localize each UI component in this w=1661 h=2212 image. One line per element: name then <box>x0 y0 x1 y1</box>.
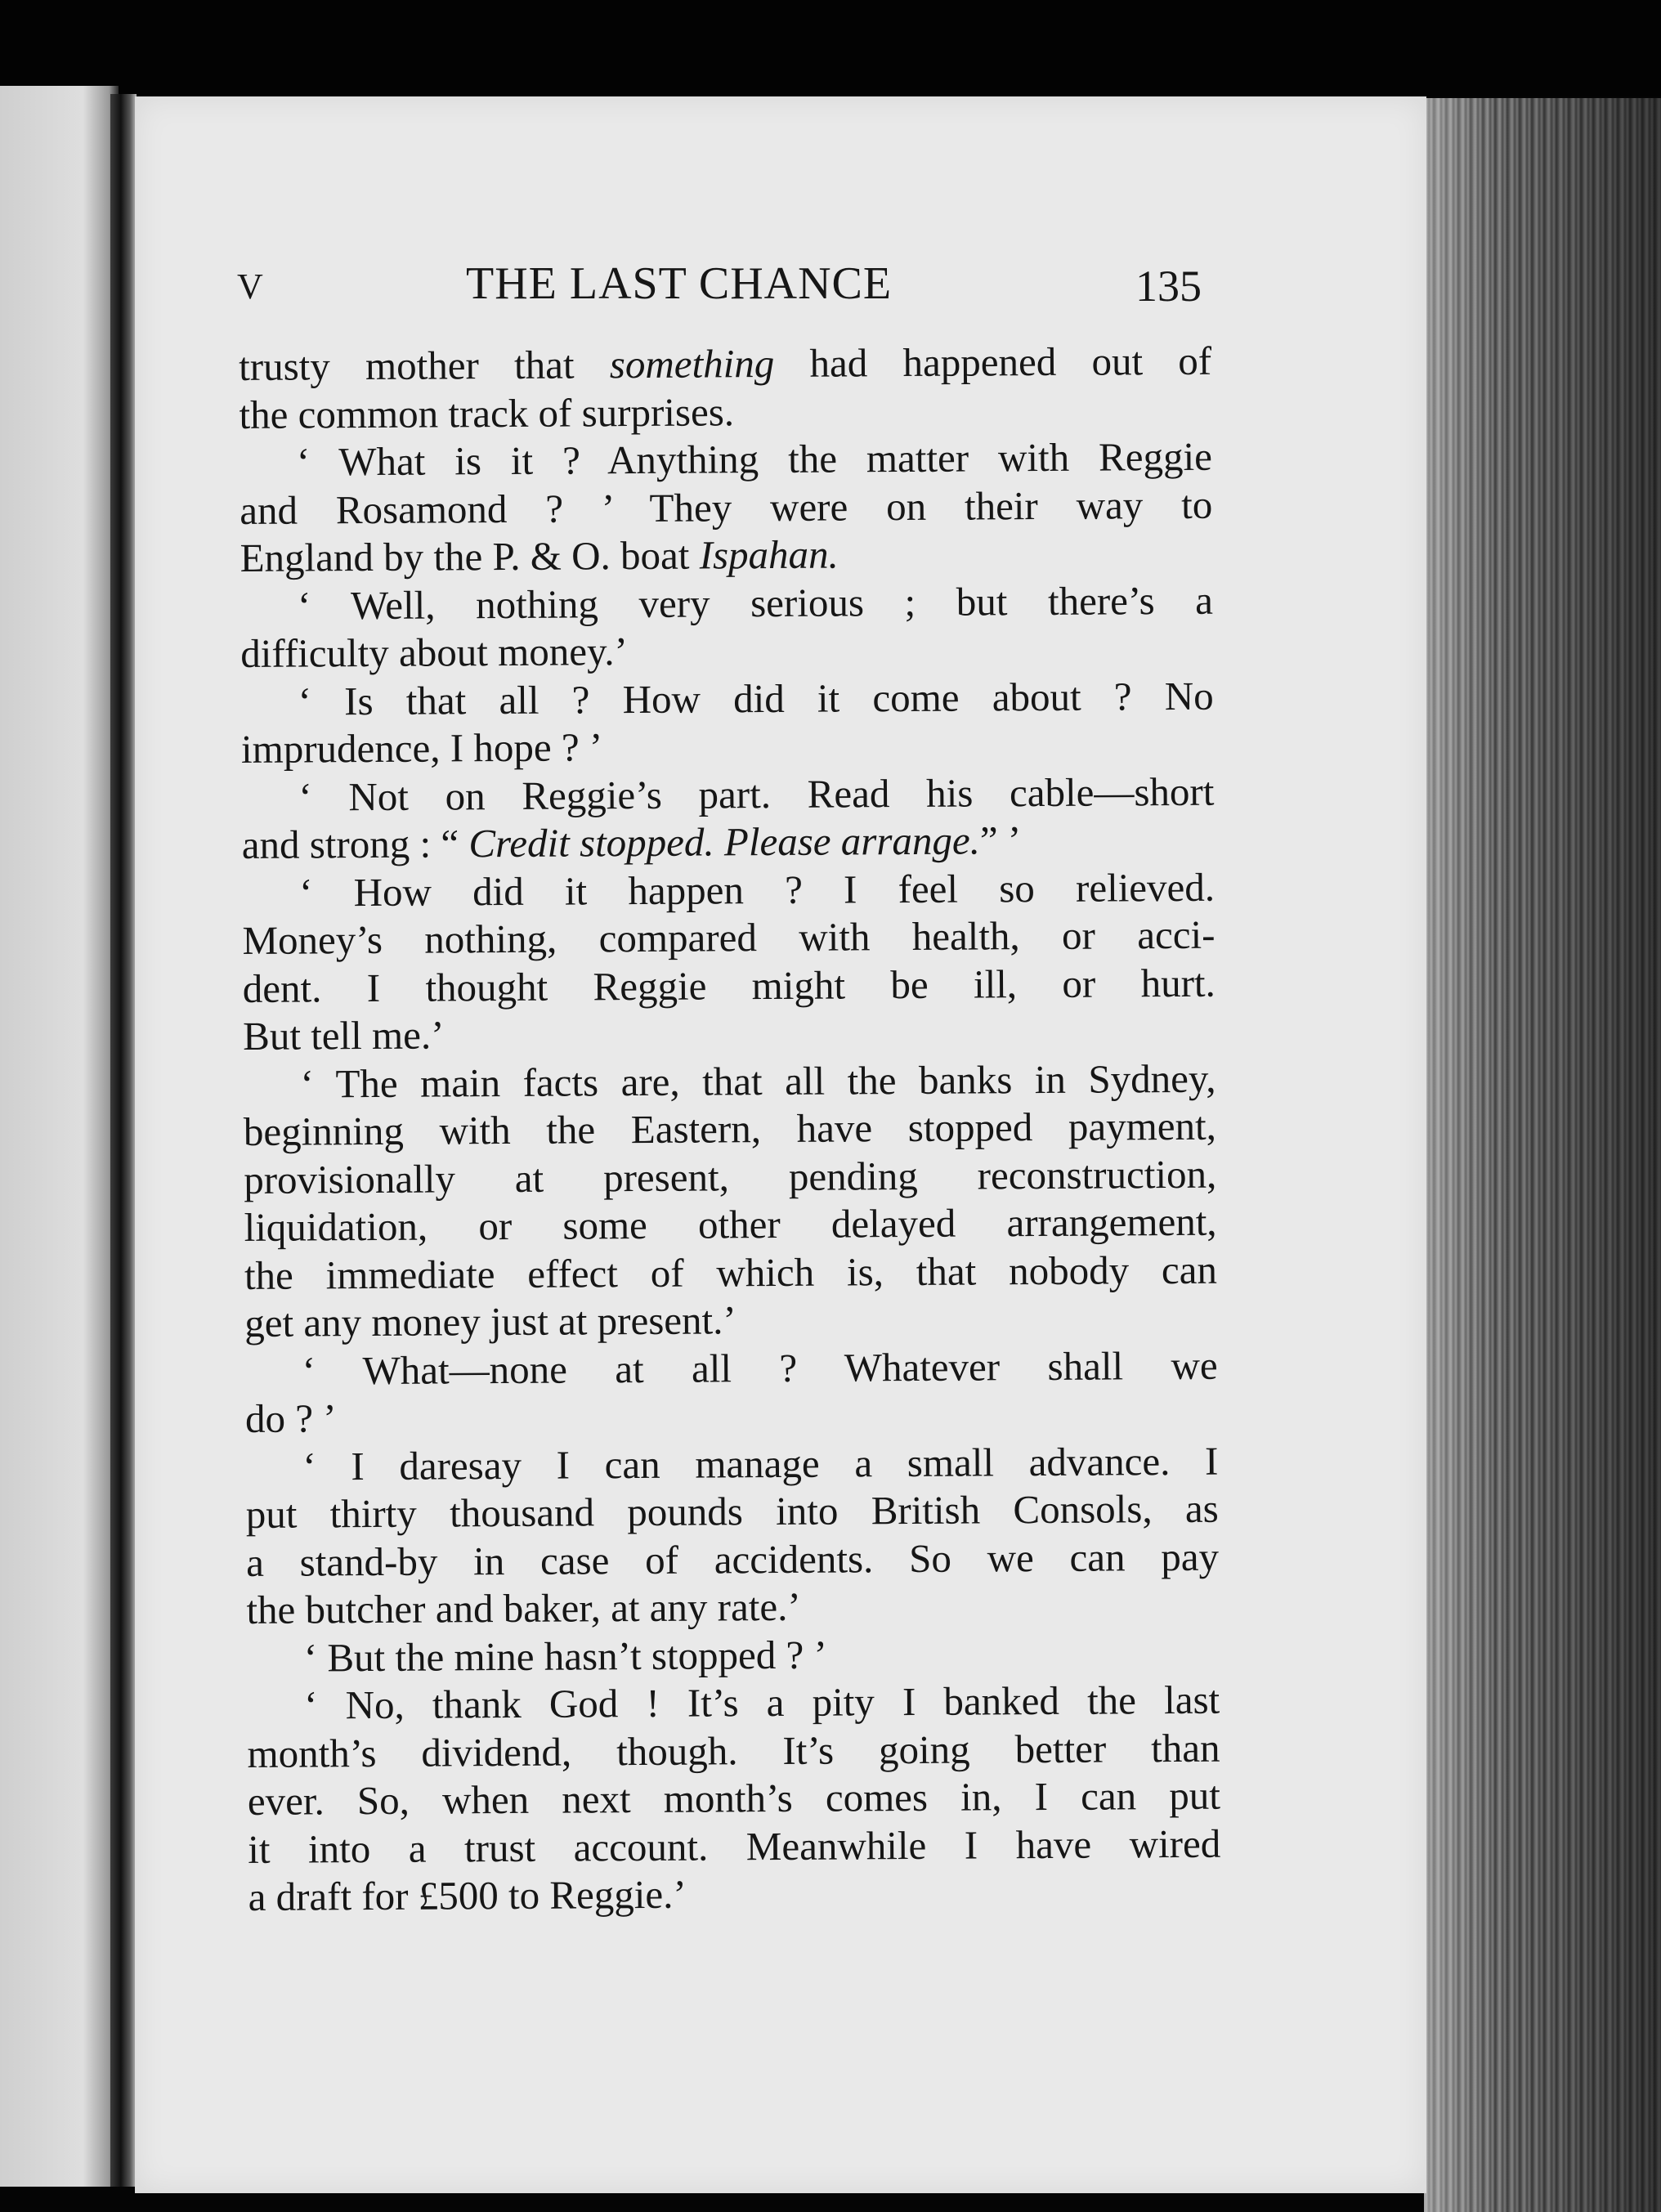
text-line: ‘ Well, nothing very serious ; but there’s a <box>297 577 1214 629</box>
line-text: England by the P. & O. boat <box>240 532 700 580</box>
text-line: it into a trust account. Meanwhile I have wired <box>248 1820 1221 1872</box>
text-line: ‘ What is it ? Anything the matter with Reggie <box>296 433 1213 485</box>
text-line: get any money just at present.’ <box>244 1297 736 1346</box>
italic-text: Ispahan. <box>699 531 839 578</box>
facing-page-edge <box>0 86 119 2187</box>
text-line: the common track of surprises. <box>239 388 735 437</box>
text-line: ‘ But the mine hasn’t stopped ? ’ <box>303 1632 828 1681</box>
text-line: difficulty about money.’ <box>240 629 629 676</box>
text-line: Money’s nothing, compared with health, or acci- <box>242 911 1216 963</box>
fore-edge-shading <box>1424 98 1661 2212</box>
text-line: ‘ How did it happen ? I feel so relieved. <box>298 864 1216 916</box>
text-line: ‘ Is that all ? How did it come about ? No <box>298 673 1214 724</box>
text-line: month’s dividend, though. It’s going better than <box>247 1725 1220 1776</box>
background-top <box>0 0 1661 96</box>
text-line: liquidation, or some other delayed arrangement, <box>244 1198 1217 1250</box>
chapter-title: THE LAST CHANCE <box>466 258 893 309</box>
book-gutter <box>110 94 137 2187</box>
text-line: dent. I thought Reggie might be ill, or hurt. <box>242 960 1216 1011</box>
text-line: a stand-by in case of accidents. So we can pay <box>245 1534 1220 1585</box>
italic-text: Credit stopped. Please arrange. <box>468 817 981 866</box>
line-text: and strong : “ <box>241 821 469 867</box>
page-body-text <box>239 338 1221 1922</box>
text-line: put thirty thousand pounds into British Consols, as <box>245 1485 1219 1537</box>
text-line: ‘ No, thank God ! It’s a pity I banked the last <box>304 1677 1220 1728</box>
text-line: a draft for £500 to Reggie.’ <box>248 1871 687 1919</box>
line-text: had happened out of <box>774 338 1212 386</box>
text-line: ‘ The main facts are, that all the banks in Sydney, <box>300 1055 1216 1107</box>
italic-text: something <box>609 340 775 387</box>
text-line: the butcher and baker, at any rate.’ <box>246 1583 801 1632</box>
text-line <box>239 338 1211 392</box>
line-text: trusty mother that <box>239 342 610 389</box>
line-text: ” ’ <box>979 817 1022 863</box>
section-number: V <box>237 266 263 307</box>
text-line: and Rosamond ? ’ They were on their way to <box>240 481 1213 533</box>
page-number: 135 <box>1135 262 1202 311</box>
text-line: beginning with the Eastern, have stopped payment, <box>243 1103 1217 1154</box>
text-line: imprudence, I hope ? ’ <box>240 724 603 772</box>
running-head <box>237 257 1202 323</box>
text-line <box>242 816 1215 870</box>
text-line: But tell me.’ <box>243 1012 445 1059</box>
text-line: provisionally at present, pending reconstruction, <box>244 1151 1217 1202</box>
text-line: do ? ’ <box>244 1395 337 1441</box>
text-line: ever. So, when next month’s comes in, I can put <box>247 1772 1221 1824</box>
text-line: the immediate effect of which is, that nobody can <box>244 1247 1218 1298</box>
text-line <box>240 529 1212 583</box>
text-line: ‘ I daresay I can manage a small advance. I <box>302 1438 1219 1489</box>
text-line: ‘ Not on Reggie’s part. Read his cable—short <box>298 768 1215 820</box>
text-line: ‘ What—none at all ? Whatever shall we <box>302 1342 1218 1394</box>
